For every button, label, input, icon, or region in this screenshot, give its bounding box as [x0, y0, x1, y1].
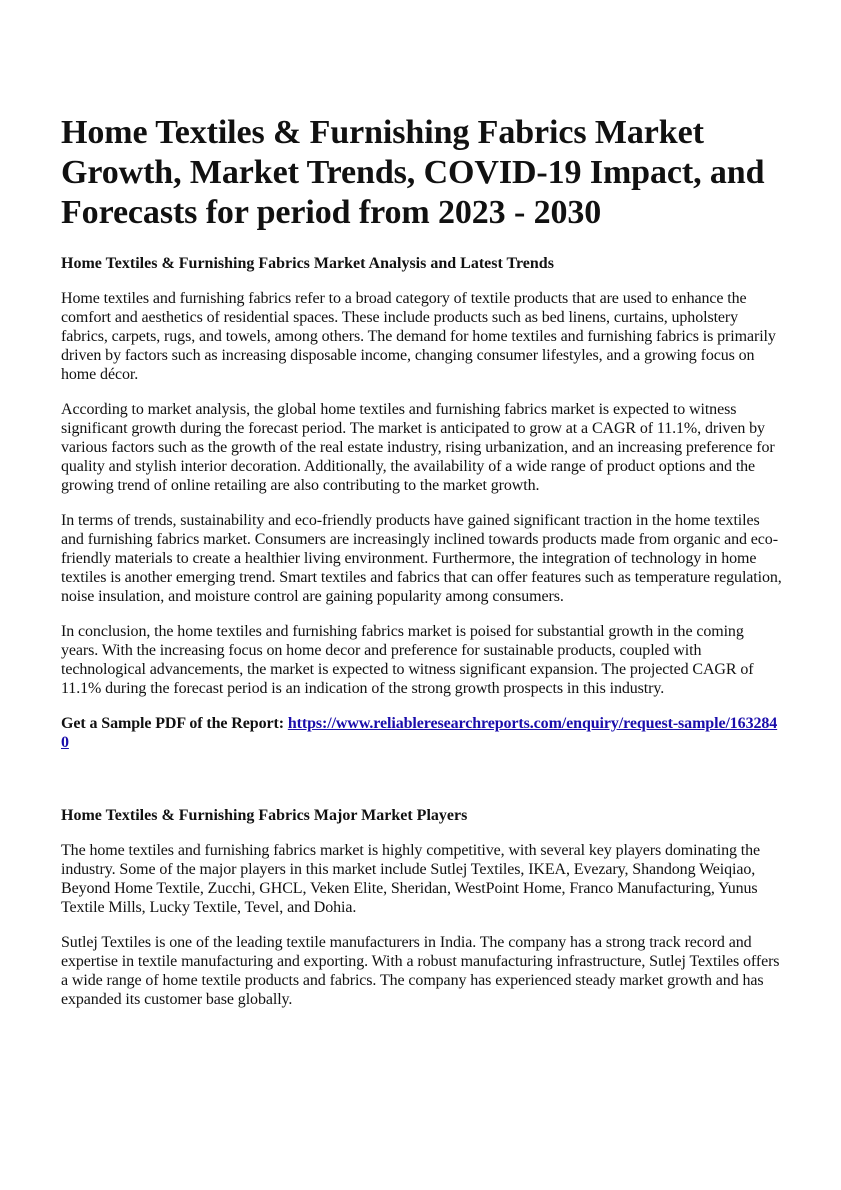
paragraph-trends: In terms of trends, sustainability and eco-friendly products have gained significant traction in the home textiles and furnishing fabrics market. Consumers are increasingly inclined towards products made from organic and eco-friendly materials to create a healthier living environment. Furthermore, the integration of technology in home textiles is another emerging trend. Smart textiles and fabrics that can offer features such as temperature regulation, noise insulation, and moisture control are gaining popularity among consumers. — [61, 512, 782, 605]
section-heading-analysis: Home Textiles & Furnishing Fabrics Market Analysis and Latest Trends — [61, 255, 554, 272]
paragraph-definition: Home textiles and furnishing fabrics refer to a broad category of textile products that are used to enhance the comfort and aesthetics of residential spaces. These include products such as bed linens, curtains, upholstery fabrics, carpets, rugs, and towels, among others. The demand for home textiles and furnishing fabrics is primarily driven by factors such as increasing disposable income, changing consumer lifestyles, and a growing focus on home décor. — [61, 290, 776, 383]
page-title: Home Textiles & Furnishing Fabrics Market Growth, Market Trends, COVID-19 Impact, and Forecasts for period from 2023 - 2030 — [61, 114, 765, 231]
paragraph-conclusion: In conclusion, the home textiles and furnishing fabrics market is poised for substantial growth in the coming years. With the increasing focus on home decor and preference for sustainable products, coupled with technological advancements, the market is expected to witness significant expansion. The projected CAGR of 11.1% during the forecast period is an indication of the strong growth prospects in this industry. — [61, 623, 754, 697]
sample-report-link[interactable]: https://www.reliableresearchreports.com/enquiry/request-sample/1632840 — [61, 715, 778, 751]
sample-report-line — [61, 714, 783, 752]
section-spacer — [61, 752, 783, 806]
section-heading-players: Home Textiles & Furnishing Fabrics Major Market Players — [61, 807, 468, 824]
paragraph-sutlej: Sutlej Textiles is one of the leading textile manufacturers in India. The company has a strong track record and expertise in textile manufacturing and exporting. With a robust manufacturing infrastructure, Sutlej Textiles offers a wide range of home textile products and fabrics. The company has experienced steady market growth and has expanded its customer base globally. — [61, 934, 780, 1008]
paragraph-market-analysis: According to market analysis, the global home textiles and furnishing fabrics market is expected to witness significant growth during the forecast period. The market is anticipated to grow at a CAGR of 11.1%, driven by various factors such as the growth of the real estate industry, rising urbanization, and an increasing preference for quality and stylish interior decoration. Additionally, the availability of a wide range of product options and the growing trend of online retailing are also contributing to the market growth. — [61, 401, 775, 494]
paragraph-players: The home textiles and furnishing fabrics market is highly competitive, with several key players dominating the industry. Some of the major players in this market include Sutlej Textiles, IKEA, Evezary, Shandong Weiqiao, Beyond Home Textile, Zucchi, GHCL, Veken Elite, Sheridan, WestPoint Home, Franco Manufacturing, Yunus Textile Mills, Lucky Textile, Tevel, and Dohia. — [61, 842, 761, 916]
sample-report-label: Get a Sample PDF of the Report: — [61, 715, 288, 732]
document-page — [61, 113, 783, 1025]
